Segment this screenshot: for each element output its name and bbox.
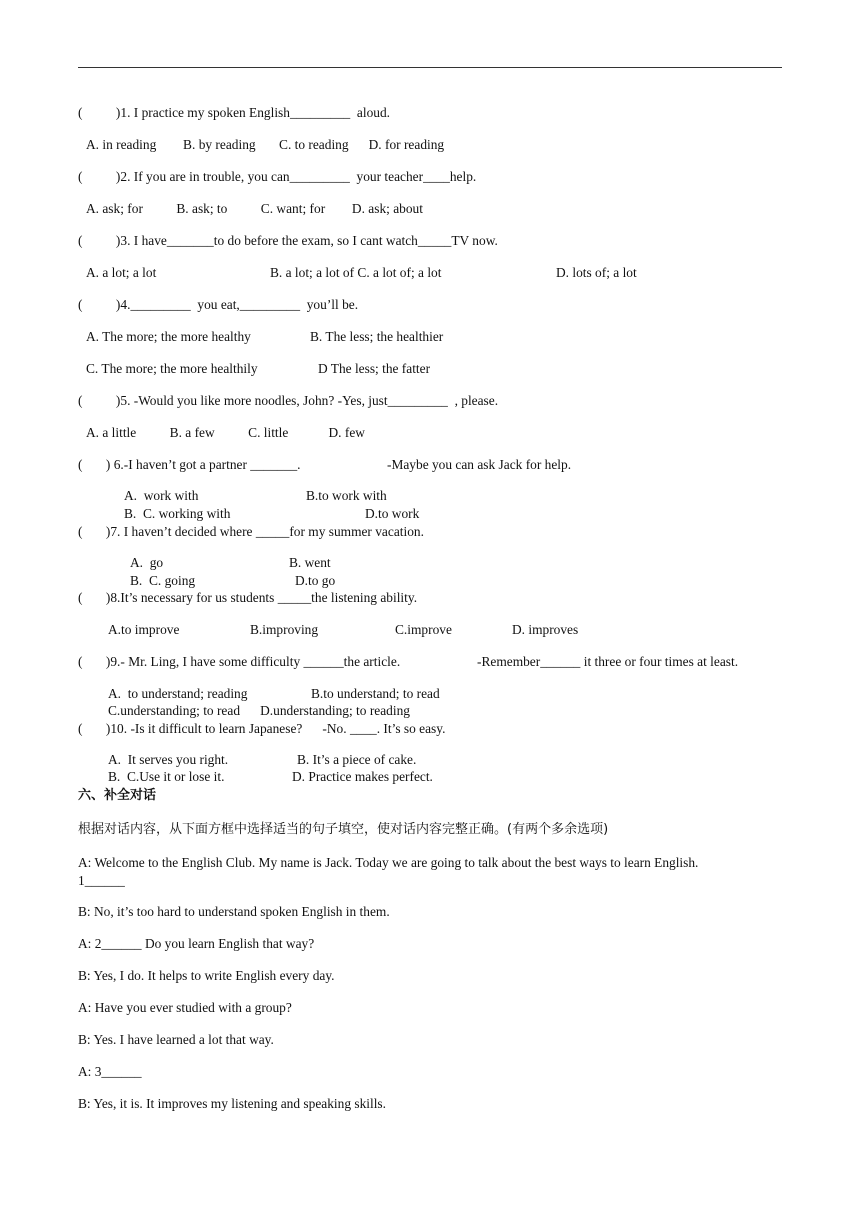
option-10d: D. Practice makes perfect. bbox=[292, 769, 433, 784]
dialogue-line-7: A: 3______ bbox=[78, 1064, 142, 1079]
question-6-reply: -Maybe you can ask Jack for help. bbox=[387, 457, 572, 472]
option-7a: A. go bbox=[130, 555, 164, 570]
option-7c: B. C. going bbox=[130, 573, 196, 588]
question-7: ( )7. I haven’t decided where _____for my summer vacation. bbox=[78, 524, 424, 539]
option-4a: A. The more; the more healthy bbox=[86, 329, 251, 344]
option-4c: C. The more; the more healthily bbox=[86, 361, 258, 376]
dialogue-line-6: B: Yes. I have learned a lot that way. bbox=[78, 1032, 274, 1047]
question-8: ( )8.It’s necessary for us students _____the listening ability. bbox=[78, 590, 418, 605]
option-8b: B.improving bbox=[250, 622, 319, 637]
option-9b: B.to understand; to read bbox=[311, 686, 440, 701]
question-9: ( )9.- Mr. Ling, I have some difficulty ______the article. bbox=[78, 654, 401, 669]
dialogue-line-4: B: Yes, I do. It helps to write English every day. bbox=[78, 968, 335, 983]
option-9a: A. to understand; reading bbox=[108, 686, 248, 701]
option-6c: B. C. working with bbox=[124, 506, 231, 521]
option-6d: D.to work bbox=[365, 506, 420, 521]
dialogue-line-3: A: 2______ Do you learn English that way? bbox=[78, 936, 315, 951]
header-rule bbox=[78, 67, 782, 68]
section-instructions: 根据对话内容，从下面方框中选择适当的句子填空，使对话内容完整正确。(有两个多余选项) bbox=[78, 822, 609, 837]
section-heading: 六、补全对话 bbox=[78, 788, 157, 803]
option-7b: B. went bbox=[289, 555, 331, 570]
question-6: ( ) 6.-I haven’t got a partner _______. bbox=[78, 457, 301, 472]
question-1: ( )1. I practice my spoken English_________ aloud. bbox=[78, 105, 391, 120]
options-1: A. in reading B. by reading C. to reading D. for reading bbox=[86, 137, 445, 152]
question-5: ( )5. -Would you like more noodles, John? -Yes, just_________ , please. bbox=[78, 393, 499, 408]
options-5: A. a little B. a few C. little D. few bbox=[86, 425, 365, 440]
option-9cd: C.understanding; to read D.understanding; to reading bbox=[108, 703, 410, 718]
dialogue-line-1: A: Welcome to the English Club. My name is Jack. Today we are going to talk about the best ways to learn English. bbox=[78, 855, 699, 870]
question-3: ( )3. I have_______to do before the exam, so I cant watch_____TV now. bbox=[78, 233, 498, 248]
option-10b: B. It’s a piece of cake. bbox=[297, 752, 417, 767]
option-3d: D. lots of; a lot bbox=[556, 265, 637, 280]
option-6b: B.to work with bbox=[306, 488, 387, 503]
option-10c: B. C.Use it or lose it. bbox=[108, 769, 225, 784]
dialogue-line-2: B: No, it’s too hard to understand spoken English in them. bbox=[78, 904, 390, 919]
question-2: ( )2. If you are in trouble, you can_________ your teacher____help. bbox=[78, 169, 477, 184]
question-9-reply: -Remember______ it three or four times at least. bbox=[477, 654, 739, 669]
option-7d: D.to go bbox=[295, 573, 336, 588]
dialogue-line-8: B: Yes, it is. It improves my listening and speaking skills. bbox=[78, 1096, 386, 1111]
option-8c: C.improve bbox=[395, 622, 452, 637]
option-3bc: B. a lot; a lot of C. a lot of; a lot bbox=[270, 265, 442, 280]
dialogue-blank-1: 1______ bbox=[78, 873, 125, 888]
dialogue-line-5: A: Have you ever studied with a group? bbox=[78, 1000, 292, 1015]
option-8a: A.to improve bbox=[108, 622, 180, 637]
options-2: A. ask; for B. ask; to C. want; for D. ask; about bbox=[86, 201, 423, 216]
option-6a: A. work with bbox=[124, 488, 199, 503]
option-8d: D. improves bbox=[512, 622, 579, 637]
option-3a: A. a lot; a lot bbox=[86, 265, 157, 280]
question-4: ( )4._________ you eat,_________ you’ll be. bbox=[78, 297, 359, 312]
option-10a: A. It serves you right. bbox=[108, 752, 229, 767]
option-4d: D The less; the fatter bbox=[318, 361, 431, 376]
option-4b: B. The less; the healthier bbox=[310, 329, 444, 344]
question-10: ( )10. -Is it difficult to learn Japanese? -No. ____. It’s so easy. bbox=[78, 721, 446, 736]
